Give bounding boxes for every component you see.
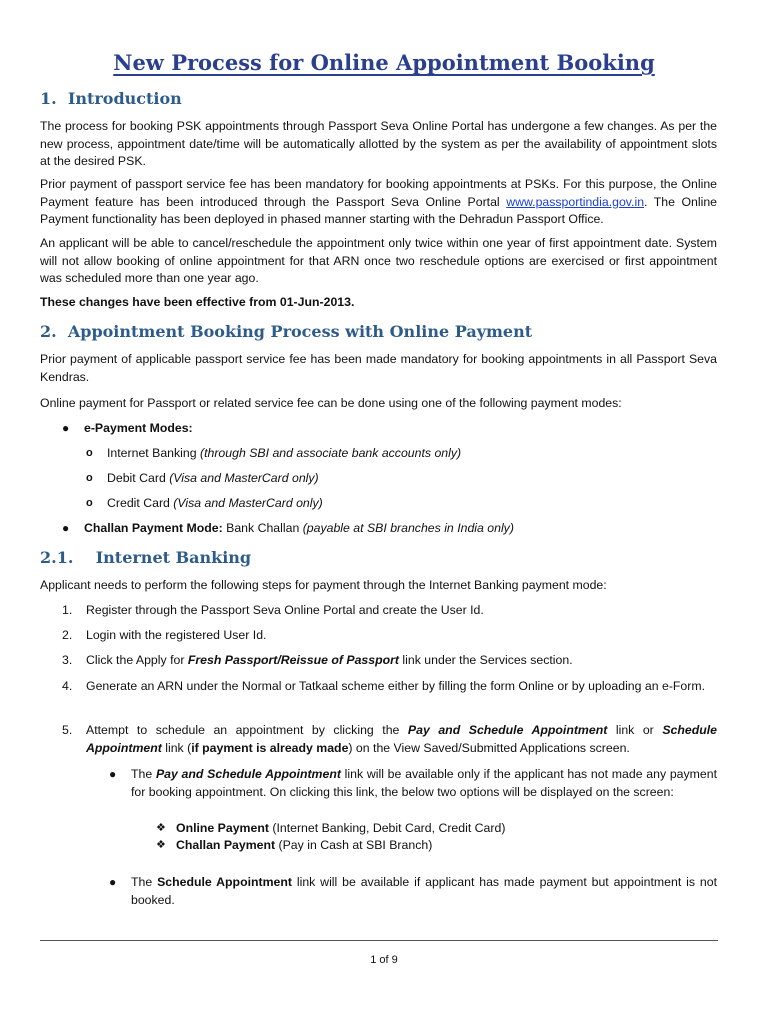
mode-note: (Visa and MasterCard only) [173,496,323,510]
challan-note: (payable at SBI branches in India only) [302,521,514,535]
section-1-title: Introduction [67,89,182,108]
section-2-title: Appointment Booking Process with Online Payment [67,322,533,341]
mode-debit-card [107,470,319,488]
section-1-number: 1. [40,89,57,108]
bullet-icon: ● [109,875,117,889]
b2-b: Schedule Appointment [157,875,292,889]
bullet-icon: ● [62,421,70,435]
section-2-heading [40,322,532,341]
internet-banking-intro: Applicant needs to perform the following steps for payment through the Internet Banking payment mode: [40,578,607,592]
bullet-icon: ● [62,521,70,535]
schedule-appointment-bullet [131,874,717,909]
step-5-e: link ( [161,740,192,755]
option-challan-payment [176,837,432,855]
circle-bullet-icon: o [86,472,93,484]
intro-paragraph-2-a: Prior payment of passport service fee has been mandatory for booking appointments at PSKs. For this purpose, the Online Payment feature has been introduced through the Passport Seva Online Portal [40,177,717,209]
challan-payment-mode [84,520,514,538]
step-3 [86,652,717,670]
section-2-paragraph-2: Online payment for Passport or related service fee can be done using one of the following payment modes: [40,396,622,410]
effective-date-note: These changes have been effective from 01-Jun-2013. [40,295,355,309]
step-1: Register through the Passport Seva Online Portal and create the User Id. [86,603,484,617]
section-2-number: 2. [40,322,57,341]
mode-internet-banking [107,445,461,463]
diamond-bullet-icon: ❖ [156,822,166,834]
step-5-b: Pay and Schedule Appointment [407,723,608,737]
step-number: 2. [62,628,73,642]
option-online-payment [176,820,505,838]
mode-name: Debit Card [107,471,170,485]
opt1-label: Online Payment [176,821,269,835]
b1-a: The [131,767,156,781]
step-5-f: if payment is already made [191,740,349,755]
step-number: 3. [62,653,73,667]
page-number: 1 of 9 [370,954,398,966]
mode-credit-card [107,495,323,513]
b1-c: link will be available only if the applicant has not made any payment for booking appointment. On clicking this link, the below two options will be displayed on the screen: [131,767,717,799]
opt1-text: (Internet Banking, Debit Card, Credit Card) [268,821,506,835]
step-number: 4. [62,679,73,693]
circle-bullet-icon: o [86,497,93,509]
b1-b: Pay and Schedule Appointment [155,767,341,781]
opt2-label: Challan Payment [176,838,276,852]
epayment-modes-label: e-Payment Modes: [84,421,193,435]
intro-paragraph-2 [40,176,717,229]
step-5 [86,722,717,757]
intro-paragraph-3: An applicant will be able to cancel/reschedule the appointment only twice within one year of first appointment date. System will not allow booking of online appointment for that ARN once two reschedule options are exercised or first appointment was scheduled more than one year ago. [40,236,717,285]
b2-c: link will be available if applicant has made payment but appointment is not booked. [131,875,717,907]
challan-text: Bank Challan [222,521,303,535]
step-number: 5. [62,723,73,737]
intro-paragraph-1: The process for booking PSK appointments through Passport Seva Online Portal has undergone a few changes. As per the new process, appointment date/time will be automatically allotted by the system as per the availability of appointment slots at the desired PSK. [40,119,717,168]
step-5-d: Schedule Appointment [86,723,717,755]
step-number: 1. [62,603,73,617]
mode-name: Credit Card [107,496,174,510]
bullet-icon: ● [109,767,117,781]
step-3-a: Click the Apply for [86,653,188,667]
step-3-c: link under the Services section. [399,653,573,667]
step-3-b: Fresh Passport/Reissue of Passport [187,653,400,667]
step-5-c: link or [607,723,663,737]
opt2-text: (Pay in Cash at SBI Branch) [275,838,433,852]
b2-a: The [131,875,158,889]
intro-paragraph-2-b: . The Online Payment functionality has been deployed in phased manner starting with the Dehradun Passport Office. [40,194,718,226]
diamond-bullet-icon: ❖ [156,839,166,851]
footer-divider [40,940,718,941]
step-2: Login with the registered User Id. [86,628,267,642]
circle-bullet-icon: o [86,447,93,459]
step-5-a: Attempt to schedule an appointment by clicking the [86,723,408,737]
passport-portal-link[interactable]: www.passportindia.gov.in [506,194,645,209]
document-title: New Process for Online Appointment Booking [113,50,655,75]
mode-note: (through SBI and associate bank accounts only) [199,446,462,460]
section-2-1-heading [40,548,251,567]
section-1-heading [40,89,182,108]
mode-name: Internet Banking [107,446,200,460]
section-2-paragraph-1: Prior payment of applicable passport service fee has been made mandatory for booking appointments in all Passport Seva Kendras. [40,352,717,384]
section-2-1-title: Internet Banking [95,548,252,567]
step-4: Generate an ARN under the Normal or Tatkaal scheme either by filling the form Online or by uploading an e-Form. [86,679,706,693]
mode-note: (Visa and MasterCard only) [169,471,319,485]
challan-label: Challan Payment Mode: [84,521,223,535]
step-5-g: ) on the View Saved/Submitted Applications screen. [348,740,630,755]
pay-schedule-bullet [131,766,717,801]
section-2-1-number: 2.1. [40,548,74,567]
